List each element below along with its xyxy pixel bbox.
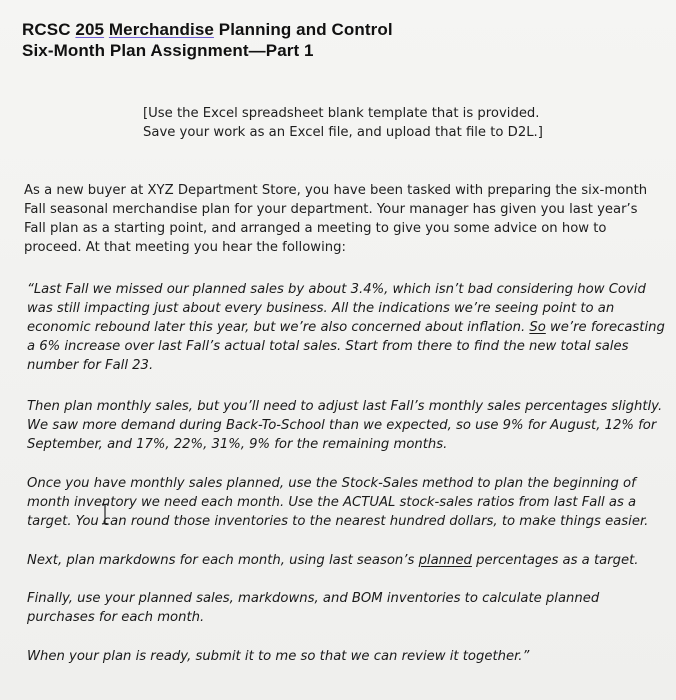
quote-line: Then plan monthly sales, but you’ll need to adjust last Fall’s monthly sales percentages slightly. [27, 399, 663, 414]
quote-line: “Last Fall we missed our planned sales by about 3.4%, which isn’t bad considering how Covid [27, 282, 646, 297]
quote-line: When your plan is ready, submit it to me so that we can review it together.” [27, 649, 530, 664]
quote-line: Once you have monthly sales planned, use the Stock-Sales method to plan the beginning of [27, 476, 636, 491]
course-code: RCSC [22, 20, 71, 39]
underlined-word: So [529, 320, 546, 335]
quote-fragment: we’re forecasting [550, 320, 665, 335]
underlined-word: planned [418, 553, 472, 568]
quote-line: purchases for each month. [27, 610, 205, 625]
quote-line: number for Fall 23. [27, 358, 154, 373]
quote-fragment: economic rebound later this year, but we’re also concerned about inflation. [27, 320, 526, 335]
course-title [22, 20, 393, 40]
assignment-title: Six-Month Plan Assignment—Part 1 [22, 41, 314, 60]
quote-fragment: percentages as a target. [476, 553, 639, 568]
intro-line: Fall plan as a starting point, and arranged a meeting to give you some advice on how to [24, 221, 607, 236]
quote-fragment: Next, plan markdowns for each month, using last season’s [27, 553, 415, 568]
text-cursor-icon [100, 503, 110, 525]
intro-line: Fall seasonal merchandise plan for your department. Your manager has given you last year’s [24, 202, 638, 217]
quote-line: September, and 17%, 22%, 31%, 9% for the remaining months. [27, 437, 448, 452]
quote-line: We saw more demand during Back-To-School than we expected, so use 9% for August, 12% for [27, 418, 657, 433]
instruction-line: [Use the Excel spreadsheet blank template that is provided. [143, 106, 540, 121]
quote-line: target. You can round those inventories to the nearest hundred dollars, to make things easier. [27, 514, 649, 529]
intro-line: As a new buyer at XYZ Department Store, you have been tasked with preparing the six-month [24, 183, 648, 198]
course-number: 205 [75, 20, 105, 39]
course-subject: Merchandise [108, 20, 214, 39]
intro-line: proceed. At that meeting you hear the following: [24, 240, 346, 255]
quote-line [27, 553, 638, 568]
quote-line: a 6% increase over last Fall’s actual total sales. Start from there to find the new total sales [27, 339, 629, 354]
quote-line: was still impacting just about every business. All the indications we’re seeing point to an [27, 301, 615, 316]
quote-line: Finally, use your planned sales, markdowns, and BOM inventories to calculate planned [27, 591, 600, 606]
quote-line: month inventory we need each month. Use the ACTUAL stock-sales ratios from last Fall as a [27, 495, 637, 510]
instruction-line: Save your work as an Excel file, and upload that file to D2L.] [143, 125, 543, 140]
quote-line [27, 320, 665, 335]
course-title-rest: Planning and Control [218, 20, 393, 39]
